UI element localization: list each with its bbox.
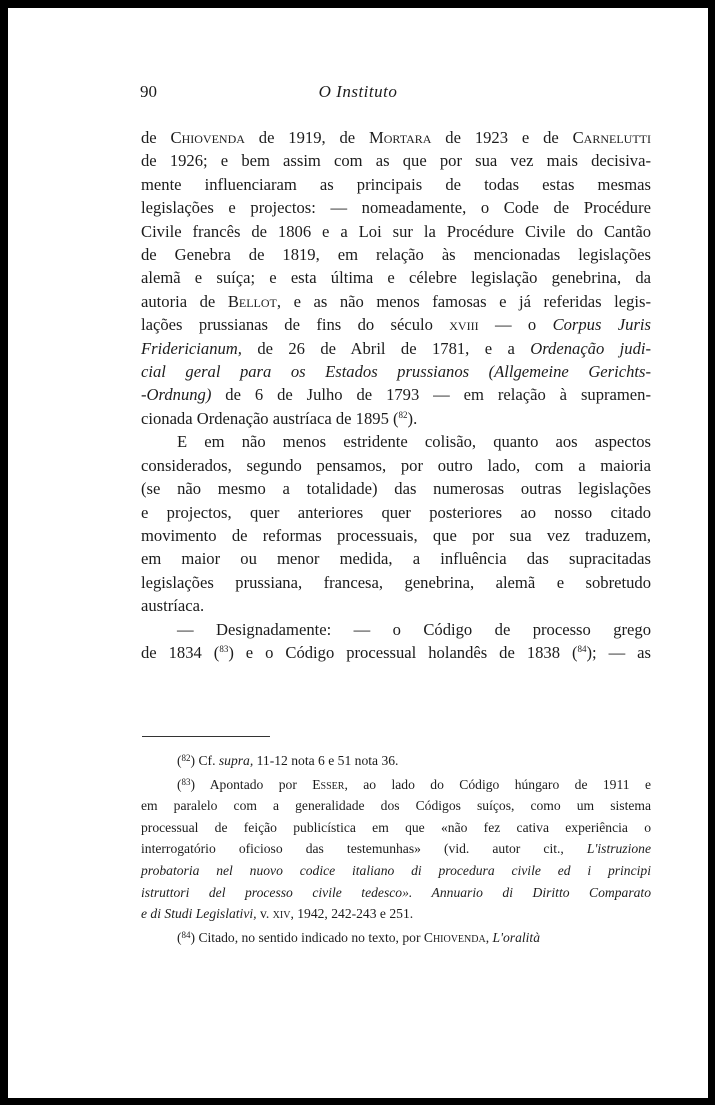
text-line: ($^{83}$) Apontado por Esser, ao lado do Código húngaro de 1911 e (177, 776, 651, 792)
footnote-83 (141, 772, 651, 925)
text-line: probatoria nel nuovo codice italiano di procedura civile ed i principi (141, 862, 651, 878)
text-line: Fridericianum, de 26 de Abril de 1781, e a Ordenação judi- (141, 338, 652, 358)
text-line: de 1926; e bem assim com as que por sua vez mais decisiva- (141, 151, 651, 171)
page-number: 90 (140, 82, 157, 101)
author-name: Mortara (369, 128, 432, 147)
work-title: L'istruzione (586, 841, 651, 857)
footnote-84 (141, 925, 651, 949)
text-line: legislações e projectos: — nomeadamente, o Code de Procédure (141, 198, 651, 218)
author-name: Chiovenda (423, 929, 486, 945)
text-line: em maior ou menor medida, a influência das supracitadas (141, 549, 651, 569)
text-line: cionada Ordenação austríaca de 1895 ($^{82}$). (141, 408, 418, 428)
text-line: movimento de reformas processuais, que por sua vez traduzem, (141, 525, 651, 545)
footnote-ref: 84 (577, 643, 587, 654)
paragraph-3 (141, 618, 651, 665)
author-name: Chiovenda (170, 128, 245, 147)
text-line: interrogatório oficioso das testemunhas» (vid. autor cit., L'istruzione (141, 841, 651, 857)
work-title: Ordenação judi- (530, 338, 652, 358)
work-title: -Ordnung) (141, 385, 212, 405)
footnote-ref: 83 (219, 643, 229, 654)
text-line: de Chiovenda de 1919, de Mortara de 1923 e de Carnelutti (141, 128, 651, 147)
main-text (141, 126, 651, 664)
text-line: Civile francês de 1806 e a Loi sur la Procédure Civile do Cantão (141, 221, 651, 241)
work-title: Fridericianum, (141, 338, 242, 358)
text-line: e projectos, quer anteriores quer posteriores ao nosso citado (141, 502, 651, 522)
author-name: Carnelutti (572, 128, 651, 147)
footnote-number: 84 (181, 929, 191, 940)
text-line: legislações prussiana, francesa, genebrina, alemã e sobretudo (141, 572, 651, 592)
work-title: Corpus Juris (552, 315, 651, 335)
text-line: — Designadamente: — o Código de processo grego (177, 619, 651, 639)
text-line: e di Studi Legislativi, v. xiv, 1942, 242-243 e 251. (141, 906, 414, 922)
text-line: considerados, segundo pensamos, por outro lado, com a maioria (141, 455, 651, 475)
author-name: Bellot (227, 291, 277, 311)
paragraph-1 (141, 126, 651, 430)
text-line: alemã e suíça; e esta última e célebre legislação genebrina, da (141, 268, 651, 288)
footnote-separator (142, 736, 270, 737)
paragraph-2 (141, 430, 651, 617)
work-title: L'oralità (492, 929, 540, 945)
book-page (8, 8, 708, 1098)
text-line: processual de feição publicística em que «não fez cativa experiência o (141, 819, 651, 835)
text-line: ($^{82}$) Cf. supra, 11-12 nota 6 e 51 nota 36. (177, 753, 399, 768)
footnote-82 (141, 748, 651, 772)
text-line: em paralelo com a generalidade dos Códigos suíços, como um sistema (141, 798, 651, 814)
footnote-number: 83 (181, 776, 191, 787)
text-line: mente influenciaram as principais de todas estas mesmas (141, 174, 651, 194)
footnotes (141, 748, 651, 948)
text-line: ($^{84}$) Citado, no sentido indicado no texto, por Chiovenda, L'oralità (177, 929, 540, 945)
text-line: cial geral para os Estados prussianos (Allgemeine Gerichts- (141, 362, 651, 382)
text-line: de Genebra de 1819, em relação às mencionadas legislações (141, 245, 651, 265)
text-line: (se não mesmo a totalidade) das numerosas outras legislações (141, 479, 651, 499)
text-line: de 1834 ($^{83}$) e o Código processual holandês de 1838 ($^{84}$); — as (141, 642, 651, 662)
author-name: Esser (312, 776, 345, 792)
text-line: -Ordnung) de 6 de Julho de 1793 — em relação à supramen- (141, 385, 651, 405)
footnote-number: 82 (181, 753, 191, 763)
century-numeral: xviii (449, 315, 479, 335)
footnote-ref: 82 (398, 409, 408, 420)
work-title: e di Studi Legislativi, (141, 906, 257, 922)
text-line: autoria de Bellot, e as não menos famosas e já referidas legis- (141, 291, 652, 311)
text-line: istruttori del processo civile tedesco». Annuario di Diritto Comparato (141, 884, 651, 900)
text-line: lações prussianas de fins do século xviii — o Corpus Juris (141, 315, 651, 335)
text-line: E em não menos estridente colisão, quanto aos aspectos (177, 432, 651, 452)
running-head (8, 82, 708, 106)
text-line: austríaca. (141, 596, 205, 616)
running-title: O Instituto (318, 82, 398, 101)
